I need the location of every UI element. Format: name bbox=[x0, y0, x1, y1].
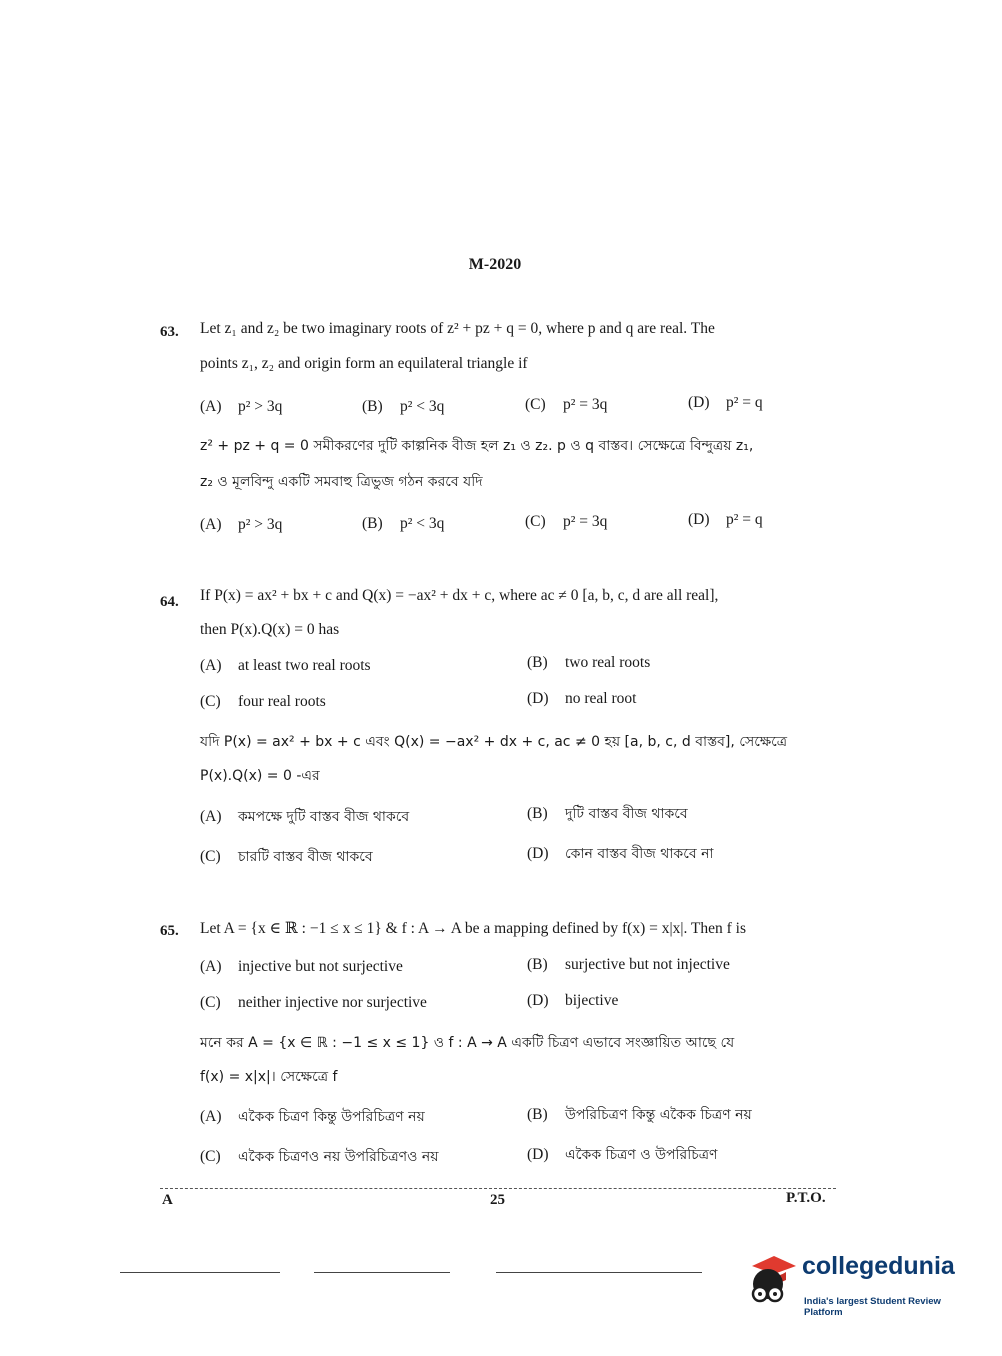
question-63-option-b-en: (B) p² < 3q bbox=[362, 398, 445, 415]
question-65-text-en-1: Let A = {x ∈ ℝ : −1 ≤ x ≤ 1} & f : A → A be a mapping defined by f(x) = x|x|. Then f is bbox=[200, 920, 747, 937]
question-65-option-d-en: (D) bijective bbox=[527, 992, 619, 1009]
question-64-text-en-1: If P(x) = ax² + bx + c and Q(x) = −ax² + dx + c, where ac ≠ 0 [a, b, c, d are all real], bbox=[200, 587, 719, 604]
question-63-option-b-bn: (B) p² < 3q bbox=[362, 515, 445, 532]
mascot-logo-icon bbox=[738, 1250, 800, 1312]
question-63-text-bn-2: z₂ ও মূলবিন্দু একটি সমবাহু ত্রিভুজ গঠন করবে যদি bbox=[200, 474, 483, 490]
question-63-option-c-en: (C) p² = 3q bbox=[525, 396, 608, 413]
question-64-text-bn-2: P(x).Q(x) = 0 -এর bbox=[200, 768, 320, 784]
scan-line bbox=[120, 1272, 280, 1273]
question-65-text-bn-1: মনে কর A = {x ∈ ℝ : −1 ≤ x ≤ 1} ও f : A → A একটি চিত্রণ এভাবে সংজ্ঞায়িত আছে যে bbox=[200, 1035, 735, 1051]
page-number: 25 bbox=[490, 1192, 505, 1208]
brand-name: collegedunia bbox=[802, 1252, 955, 1280]
question-65-option-d-bn: (D) একৈক চিত্রণ ও উপরিচিত্রণ bbox=[527, 1146, 718, 1163]
question-63-option-a-en: (A) p² > 3q bbox=[200, 398, 283, 415]
question-65-option-a-en: (A) injective but not surjective bbox=[200, 958, 403, 975]
question-65-text-bn-2: f(x) = x|x|। সেক্ষেত্রে f bbox=[200, 1069, 338, 1085]
question-65-option-c-en: (C) neither injective nor surjective bbox=[200, 994, 427, 1011]
question-63-option-c-bn: (C) p² = 3q bbox=[525, 513, 608, 530]
question-64-option-a-en: (A) at least two real roots bbox=[200, 657, 371, 674]
question-63-text-en-1: Let z₁ and z₂ be two imaginary roots of z² + pz + q = 0, where p and q are real. The bbox=[200, 320, 715, 337]
question-63-option-a-bn: (A) p² > 3q bbox=[200, 516, 283, 533]
brand-tagline: India's largest Student Review Platform bbox=[804, 1296, 941, 1318]
question-64-option-b-bn: (B) দুটি বাস্তব বীজ থাকবে bbox=[527, 805, 688, 822]
footer-divider bbox=[160, 1188, 836, 1189]
question-65-option-b-en: (B) surjective but not injective bbox=[527, 956, 730, 973]
question-63-option-d-en: (D) p² = q bbox=[688, 394, 763, 411]
collegedunia-watermark bbox=[738, 1250, 968, 1318]
question-64-option-c-en: (C) four real roots bbox=[200, 693, 326, 710]
question-64-option-a-bn: (A) কমপক্ষে দুটি বাস্তব বীজ থাকবে bbox=[200, 808, 410, 825]
question-63-number: 63. bbox=[160, 324, 179, 340]
question-64-option-d-en: (D) no real root bbox=[527, 690, 637, 707]
question-64-option-d-bn: (D) কোন বাস্তব বীজ থাকবে না bbox=[527, 845, 714, 862]
question-65-number: 65. bbox=[160, 923, 179, 939]
question-65-option-a-bn: (A) একৈক চিত্রণ কিন্তু উপরিচিত্রণ নয় bbox=[200, 1108, 425, 1125]
footer-booklet-code: A bbox=[162, 1192, 173, 1208]
question-64-text-en-2: then P(x).Q(x) = 0 has bbox=[200, 621, 340, 638]
question-63-option-d-bn: (D) p² = q bbox=[688, 511, 763, 528]
question-65-option-b-bn: (B) উপরিচিত্রণ কিন্তু একৈক চিত্রণ নয় bbox=[527, 1106, 752, 1123]
question-64-number: 64. bbox=[160, 594, 179, 610]
question-65-option-c-bn: (C) একৈক চিত্রণও নয় উপরিচিত্রণও নয় bbox=[200, 1148, 439, 1165]
paper-code: M-2020 bbox=[468, 256, 522, 273]
question-63-text-en-2: points z₁, z₂ and origin form an equilateral triangle if bbox=[200, 355, 528, 372]
question-63-text-bn-1: z² + pz + q = 0 সমীকরণের দুটি কাল্পনিক বীজ হল z₁ ও z₂. p ও q বাস্তব। সেক্ষেত্রে বিন্দুত্রয় z₁, bbox=[200, 438, 754, 454]
question-64-text-bn-1: যদি P(x) = ax² + bx + c এবং Q(x) = −ax² + dx + c, ac ≠ 0 হয় [a, b, c, d বাস্তব], সেক্ষেত্রে bbox=[200, 734, 788, 750]
scan-line bbox=[314, 1272, 450, 1273]
scan-line bbox=[496, 1272, 702, 1273]
question-64-option-c-bn: (C) চারটি বাস্তব বীজ থাকবে bbox=[200, 848, 373, 865]
footer-pto: P.T.O. bbox=[786, 1190, 826, 1206]
question-64-option-b-en: (B) two real roots bbox=[527, 654, 651, 671]
